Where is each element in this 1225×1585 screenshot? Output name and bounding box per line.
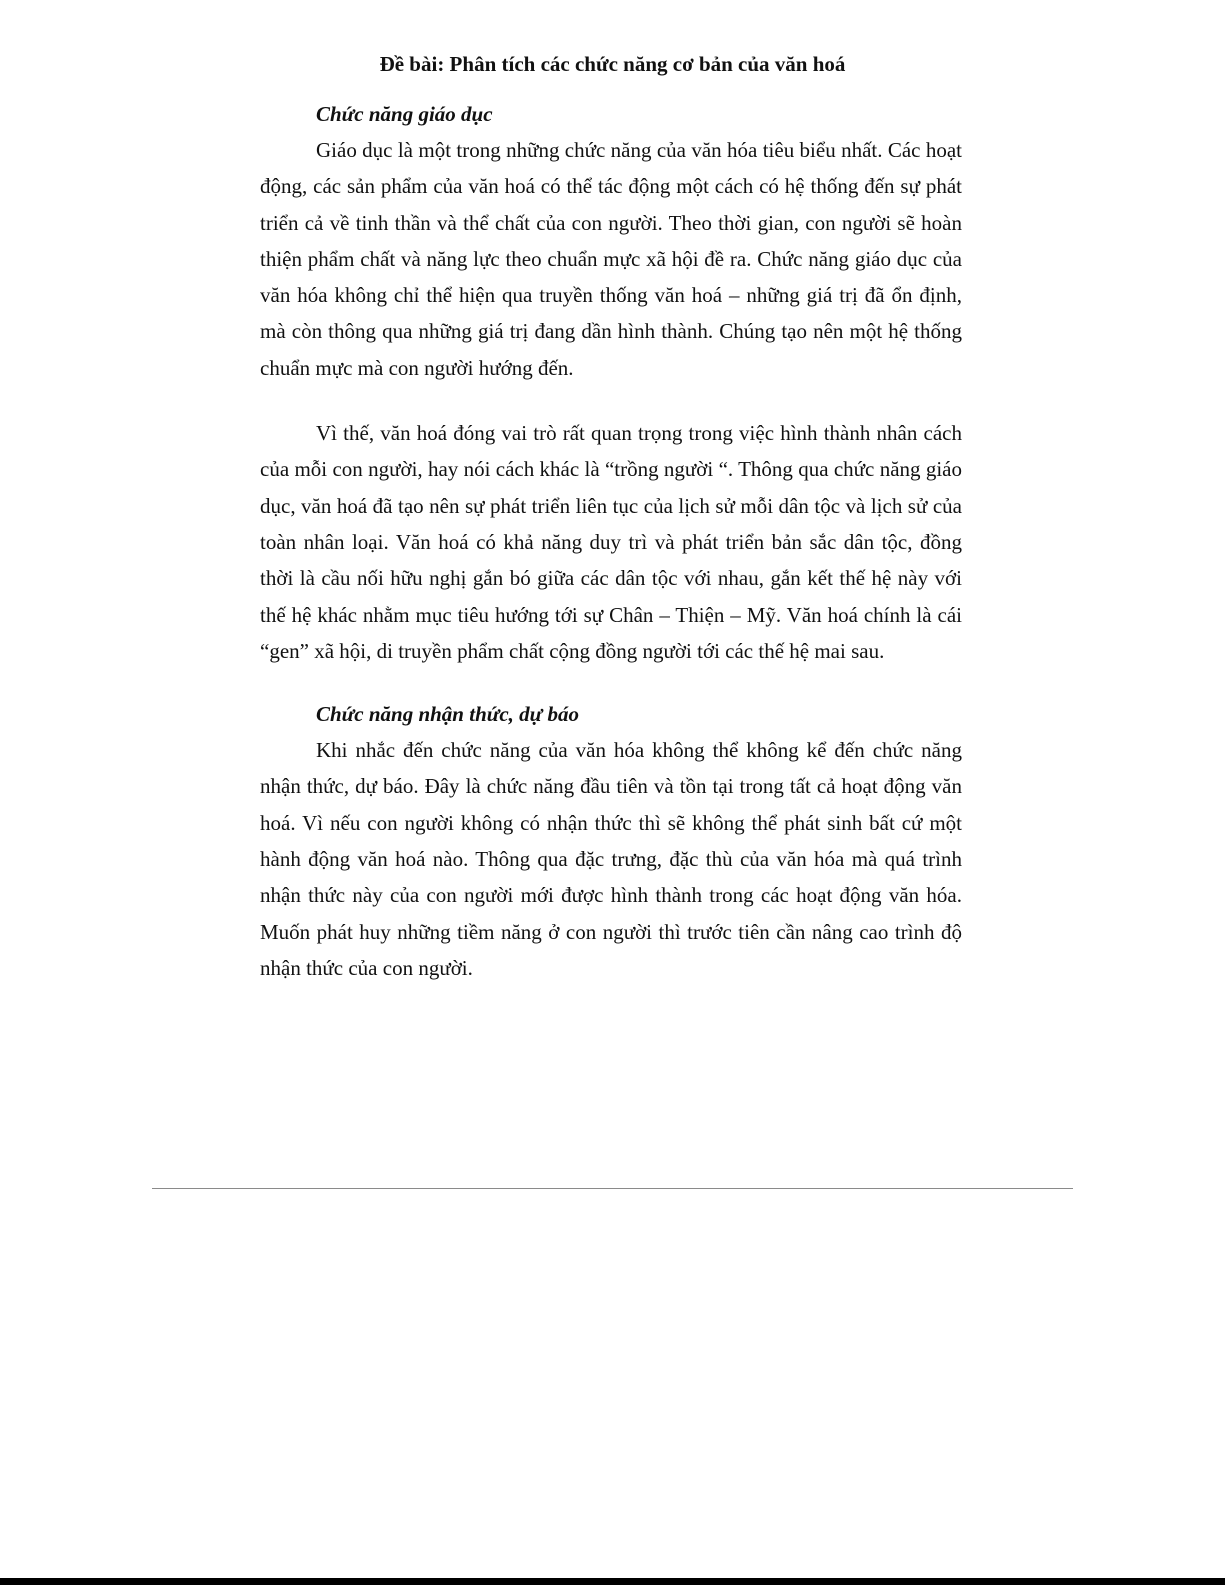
document-body	[260, 96, 962, 986]
page-divider	[152, 1188, 1073, 1189]
paragraph-spacer	[260, 386, 962, 415]
section-heading-giao-duc: Chức năng giáo dục	[316, 102, 493, 126]
paragraph: Vì thế, văn hoá đóng vai trò rất quan trọng trong việc hình thành nhân cách của mỗi con người, hay nói cách khác là “trồng người “. Thông qua chức năng giáo dục, văn hoá đã tạo nên sự phát triển liên tục của lịch sử mỗi dân tộc và lịch sử của toàn nhân loại. Văn hoá có khả năng duy trì và phát triển bản sắc dân tộc, đồng thời là cầu nối hữu nghị gắn bó giữa các dân tộc với nhau, gắn kết thế hệ này với thế hệ khác nhằm mục tiêu hướng tới sự Chân – Thiện – Mỹ. Văn hoá chính là cái “gen” xã hội, di truyền phẩm chất cộng đồng người tới các thế hệ mai sau.	[260, 421, 962, 663]
paragraph: Khi nhắc đến chức năng của văn hóa không thể không kể đến chức năng nhận thức, dự báo. Đây là chức năng đầu tiên và tồn tại trong tất cả hoạt động văn hoá. Vì nếu con người không có nhận thức thì sẽ không thể phát sinh bất cứ một hành động văn hoá nào. Thông qua đặc trưng, đặc thù của văn hóa mà quá trình nhận thức này của con người mới được hình thành trong các hoạt động văn hóa. Muốn phát huy những tiềm năng ở con người thì trước tiên cần nâng cao trình độ nhận thức của con người.	[260, 738, 962, 980]
paragraph: Giáo dục là một trong những chức năng của văn hóa tiêu biểu nhất. Các hoạt động, các sản phẩm của văn hoá có thể tác động một cách có hệ thống đến sự phát triển cả về tinh thần và thể chất của con người. Theo thời gian, con người sẽ hoàn thiện phẩm chất và năng lực theo chuẩn mực xã hội đề ra. Chức năng giáo dục của văn hóa không chỉ thể hiện qua truyền thống văn hoá – những giá trị đã ổn định, mà còn thông qua những giá trị đang dần hình thành. Chúng tạo nên một hệ thống chuẩn mực mà con người hướng đến.	[260, 138, 962, 380]
section-heading-nhan-thuc: Chức năng nhận thức, dự báo	[316, 702, 579, 727]
page-title: Đề bài: Phân tích các chức năng cơ bản của văn hoá	[379, 52, 846, 76]
page-bottom-edge	[0, 1578, 1225, 1585]
section-spacer	[260, 669, 962, 696]
